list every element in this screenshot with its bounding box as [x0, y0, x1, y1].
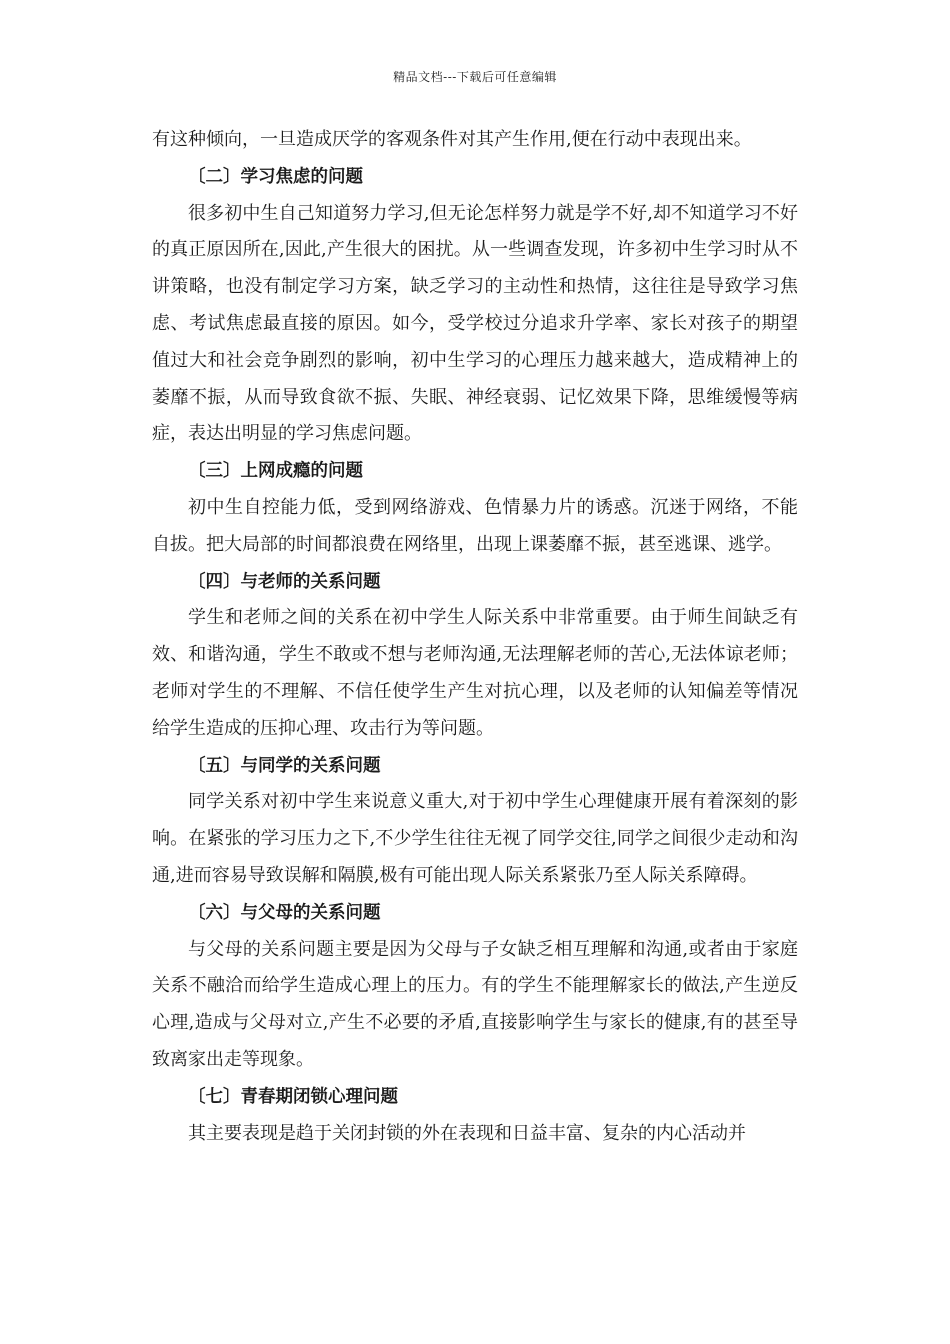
section-heading-3: 〔三〕上网成瘾的问题	[188, 461, 363, 482]
section-heading-2: 〔二〕学习焦虑的问题	[188, 166, 363, 187]
section-heading-4: 〔四〕与老师的关系问题	[188, 571, 381, 592]
document-body	[152, 122, 798, 1152]
page-header: 精品文档---下载后可任意编辑	[393, 70, 557, 84]
section-heading-7: 〔七〕青春期闭锁心理问题	[188, 1086, 398, 1107]
section-paragraph-5: 同学关系对初中学生来说意义重大,对于初中学生心理健康开展有着深刻的影响。在紧张的学习压力之下,不少学生往往无视了同学交往,同学之间很少走动和沟通,进而容易导致误解和隔膜,极有可能出现人际关系紧张乃至人际关系障碍。	[152, 791, 798, 886]
section-paragraph-4: 学生和老师之间的关系在初中学生人际关系中非常重要。由于师生间缺乏有效、和谐沟通，学生不敢或不想与老师沟通,无法理解老师的苦心,无法体谅老师；老师对学生的不理解、不信任使学生产生对抗心理，以及老师的认知偏差等情况给学生造成的压抑心理、攻击行为等问题。	[152, 607, 798, 739]
section-paragraph-7: 其主要表现是趋于关闭封锁的外在表现和日益丰富、复杂的内心活动并	[188, 1122, 746, 1144]
intro-paragraph: 有这种倾向，一旦造成厌学的客观条件对其产生作用,便在行动中表现出来。	[152, 129, 752, 150]
section-paragraph-2: 很多初中生自己知道努力学习,但无论怎样努力就是学不好,却不知道学习不好的真正原因所在,因此,产生很大的困扰。从一些调查发现，许多初中生学习时从不讲策略，也没有制定学习方案，缺乏学习的主动性和热情，这往往是导致学习焦虑、考试焦虑最直接的原因。如今，受学校过分追求升学率、家长对孩子的期望值过大和社会竞争剧烈的影响，初中生学习的心理压力越来越大，造成精神上的萎靡不振，从而导致食欲不振、失眠、神经衰弱、记忆效果下降，思维缓慢等病症，表达出明显的学习焦虑问题。	[152, 202, 798, 445]
section-paragraph-6: 与父母的关系问题主要是因为父母与子女缺乏相互理解和沟通,或者由于家庭关系不融洽而给学生造成心理上的压力。有的学生不能理解家长的做法,产生逆反心理,造成与父母对立,产生不必要的矛盾,直接影响学生与家长的健康,有的甚至导致离家出走等现象。	[152, 938, 798, 1070]
section-heading-5: 〔五〕与同学的关系问题	[188, 755, 381, 776]
section-paragraph-3: 初中生自控能力低，受到网络游戏、色情暴力片的诱惑。沉迷于网络，不能自拔。把大局部的时间都浪费在网络里，出现上课萎靡不振，甚至逃课、逃学。	[152, 496, 798, 555]
section-heading-6: 〔六〕与父母的关系问题	[188, 902, 381, 923]
